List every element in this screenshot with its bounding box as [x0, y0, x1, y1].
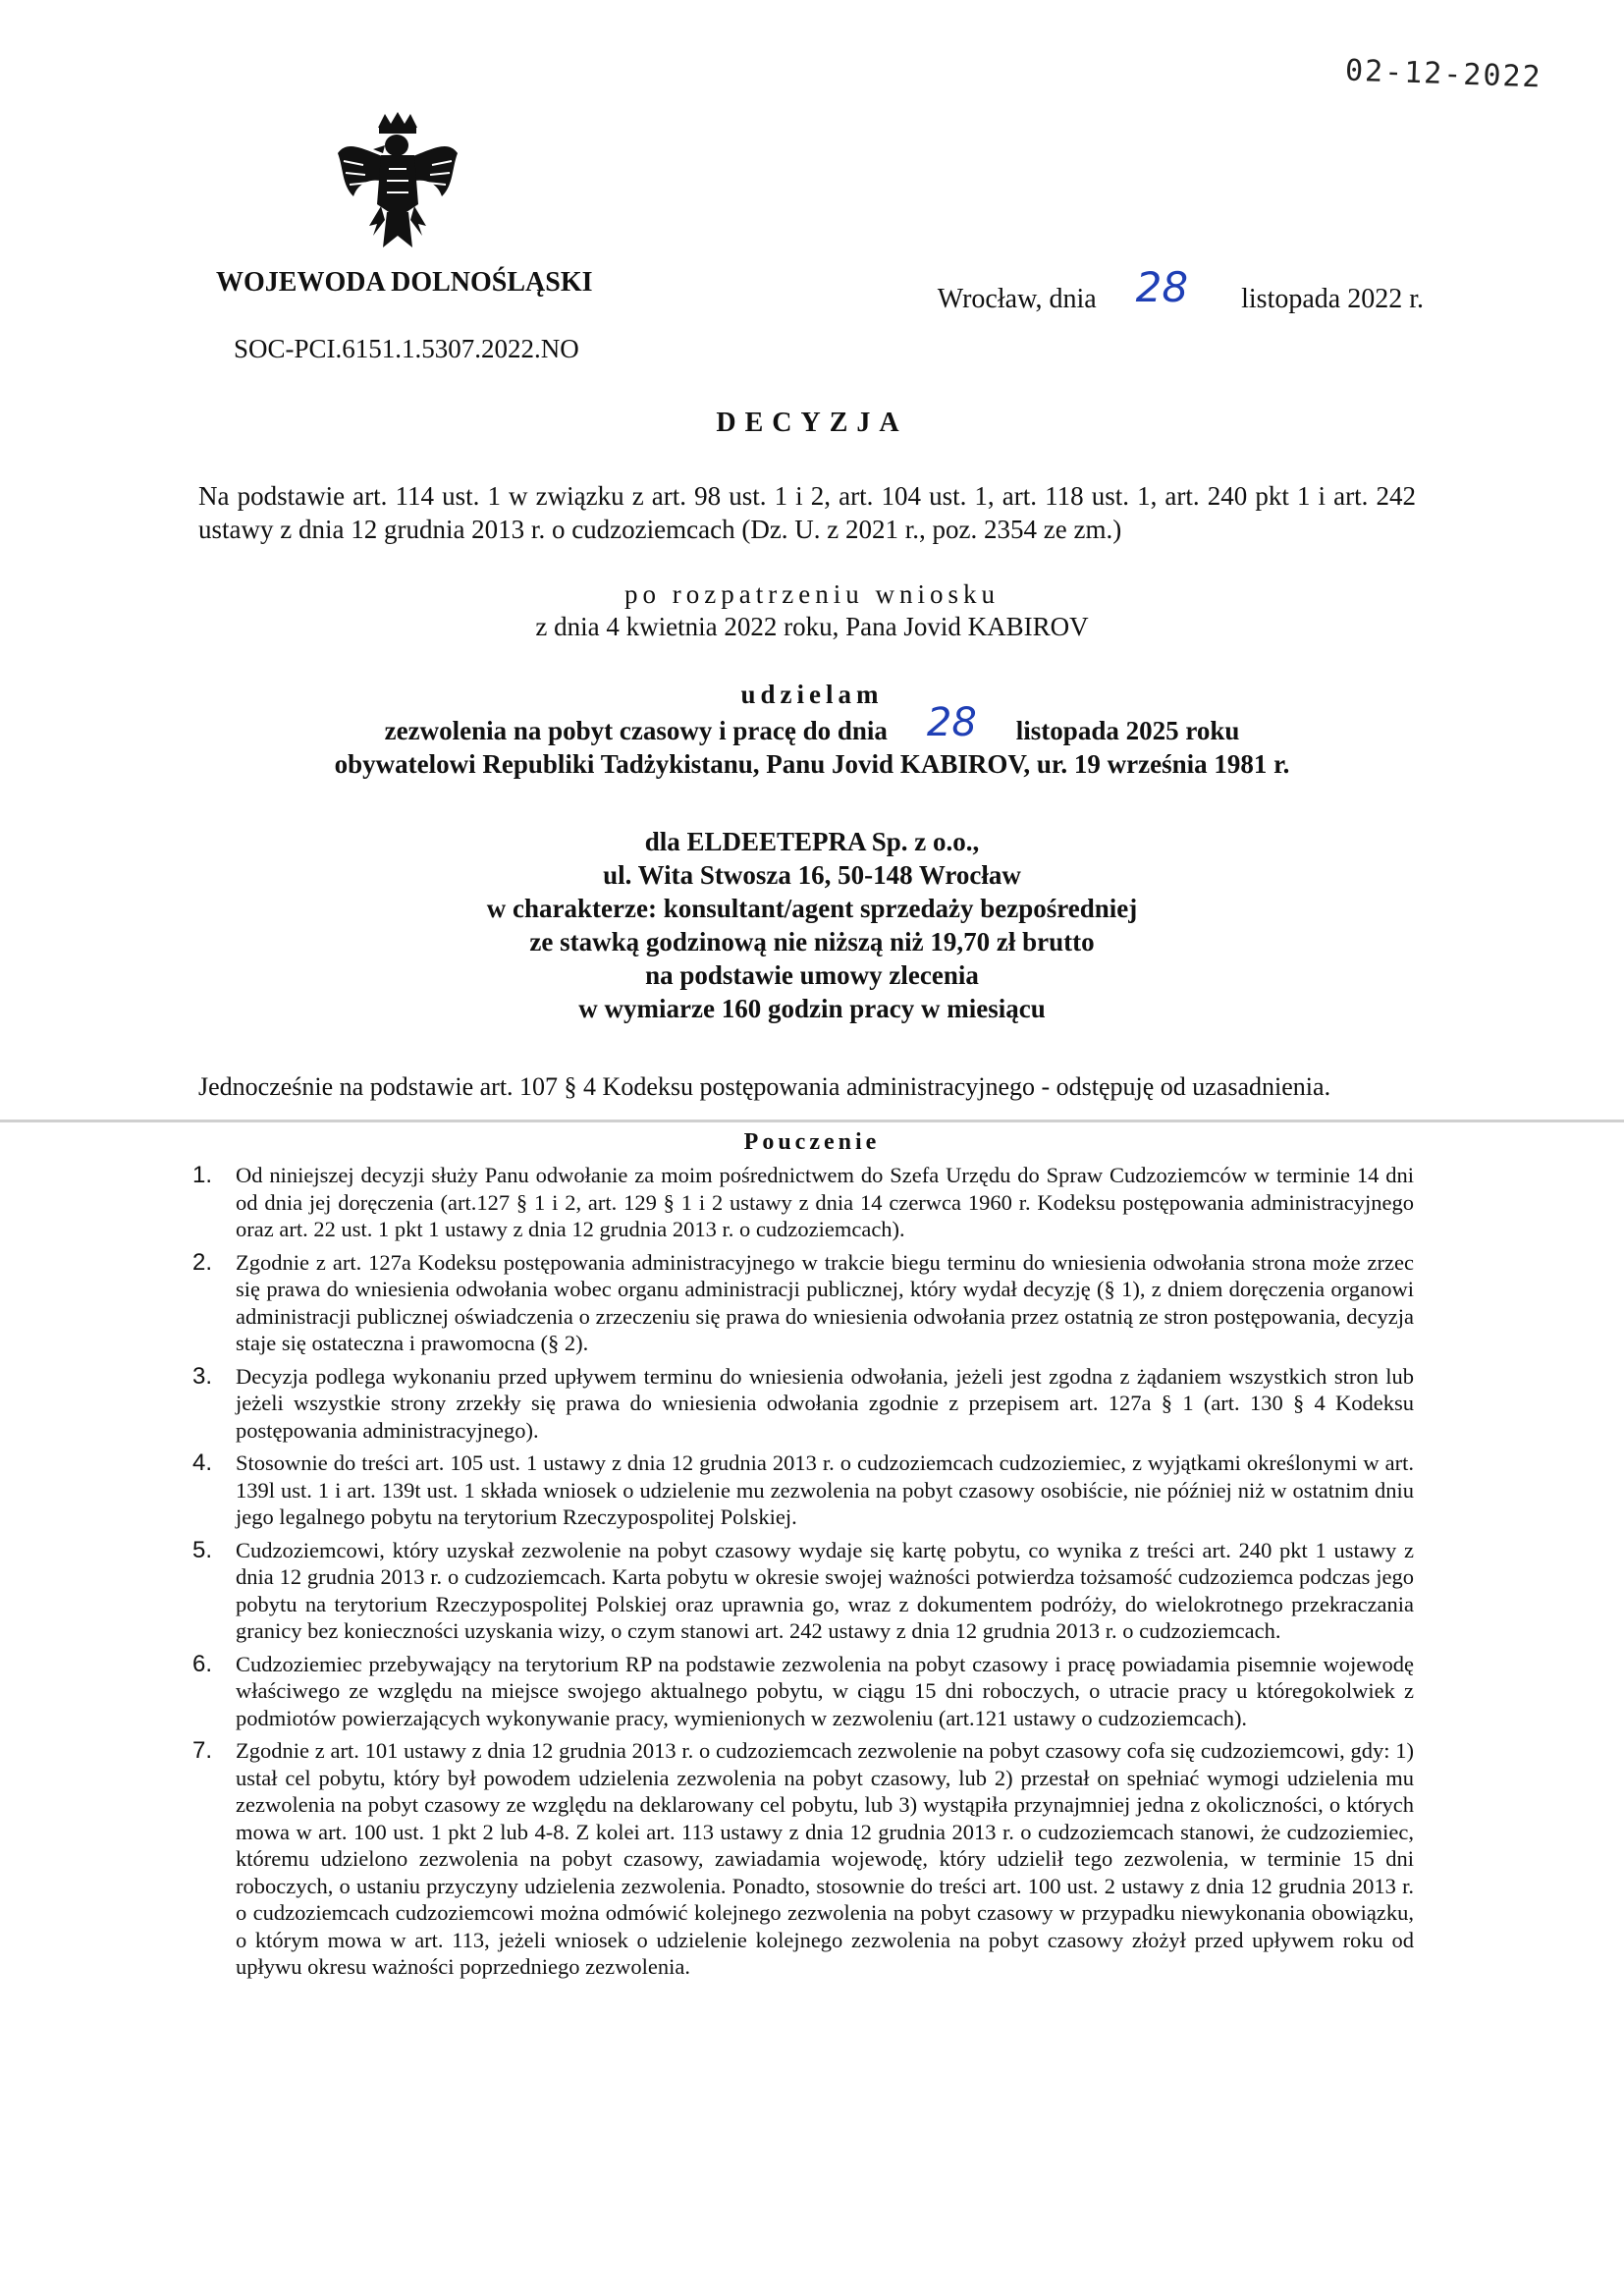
legal-basis: Na podstawie art. 114 ust. 1 w związku z art. 98 ust. 1 i 2, art. 104 ust. 1, art. 118 ust. 1, art. 240 pkt 1 i art. 242 ustawy z dnia 12 grudnia 2013 r. o cudzoziemcach (Dz. U. z 2021 r., poz. 2354 ze zm.) — [198, 481, 1416, 544]
page-fold-divider — [0, 1120, 1624, 1122]
instruction-text: Cudzoziemcowi, który uzyskał zezwolenie na pobyt czasowy wydaje się kartę pobytu, co wynika z treści art. 240 pkt 1 ustawy z dnia 12 grudnia 2013 r. o cudzoziemcach. Karta pobytu w okresie swojej ważności potwierdza tożsamość cudzoziemca podczas jego pobytu na terytorium Rzeczypospolitej Polskiej oraz uprawnia go, wraz z dokumentem podróży, do wielokrotnego przekraczania granicy bez konieczności uzyskania wizy, o czym stanowi art. 242 ustawy z dnia 12 grudnia 2013 r. o cudzoziemcach. — [236, 1537, 1414, 1643]
instruction-text: Zgodnie z art. 101 ustawy z dnia 12 grudnia 2013 r. o cudzoziemcach zezwolenie na pobyt czasowy cofa się cudzoziemcowi, gdy: 1) ustał cel pobytu, który był powodem udzielenia zezwolenia na pobyt czasowy, lub 2) przestał on spełniać wymogi udzielenia mu zezwolenia na pobyt czasowy ze względu na deklarowany cel pobytu, lub 3) wystąpiła przynajmniej jedna z okoliczności, o których mowa w art. 100 ust. 1 pkt 2 lub 4-8. Z kolei art. 113 ustawy z dnia 12 grudnia 2013 r. o cudzoziemcach stanowi, że cudzoziemiec, któremu udzielono zezwolenia na pobyt czasowy, zawiadamia wojewodę, który udzielił tego zezwolenia, w terminie 15 dni roboczych, o ustaniu przyczyny udzielenia zezwolenia. Ponadto, stosownie do treści art. 100 ust. 2 ustawy z dnia 12 grudnia 2013 r. o cudzoziemcach cudzoziemcowi można odmówić kolejnego zezwolenia na pobyt czasowy w przypadku niewykonania obowiązku, o którym mowa w art. 113, jeżeli wniosek o udzielenie kolejnego zezwolenia na pobyt czasowy złożył przed upływem roku od upływu okresu ważności poprzedniego zezwolenia. — [236, 1738, 1414, 1979]
grant-line-1 — [0, 700, 1624, 747]
instruction-item — [192, 1737, 1414, 1981]
instruction-text: Decyzja podlega wykonaniu przed upływem terminu do wniesienia odwołania, jeżeli jest zgodna z żądaniem wszystkich stron lub jeżeli wszystkie strony zrzekły się prawa do wniesienia odwołania zgodnie z przepisem art. 127a § 1 (art. 130 § 4 Kodeksu postępowania administracyjnego). — [236, 1363, 1414, 1443]
employer-block — [0, 825, 1624, 1025]
header-row — [216, 263, 1424, 312]
instruction-number: 3. — [192, 1362, 213, 1390]
received-date-stamp: 02-12-2022 — [1344, 53, 1543, 95]
review-block — [0, 579, 1624, 643]
instruction-number: 1. — [192, 1162, 213, 1188]
case-number: SOC-PCI.6151.1.5307.2022.NO — [234, 334, 579, 363]
employer-line-4: ze stawką godzinową nie niższą niż 19,70 zł brutto — [529, 927, 1095, 957]
instruction-number: 2. — [192, 1248, 213, 1276]
grant-line-2: obywatelowi Republiki Tadżykistanu, Panu Jovid KABIROV, ur. 19 września 1981 r. — [334, 749, 1290, 779]
issuing-authority: WOJEWODA DOLNOŚLĄSKI — [216, 267, 593, 298]
instruction-number: 6. — [192, 1650, 213, 1677]
handwritten-day: 28 — [1135, 263, 1189, 311]
instruction-text: Zgodnie z art. 127a Kodeksu postępowania administracyjnego w trakcie biegu terminu do wniesienia odwołania strona może zrzec się prawa do wniesienia odwołania wobec organu administracji publicznej, który wydał decyzję (§ 1), z dniem doręczenia organowi administracji publicznej oświadczenia o zrzeczeniu się prawa do wniesienia odwołania przez ostatnią ze stron postępowania, decyzja staje się ostateczna i prawomocna (§ 2). — [236, 1249, 1414, 1355]
simultaneous-note: Jednocześnie na podstawie art. 107 § 4 Kodeksu postępowania administracyjnego - odstępuję od uzasadnienia. — [198, 1072, 1331, 1101]
instruction-item — [192, 1449, 1414, 1531]
grant-block — [0, 680, 1624, 781]
instruction-text: Stosownie do treści art. 105 ust. 1 ustawy z dnia 12 grudnia 2013 r. o cudzoziemcach cudzoziemiec, z wyjątkami określonymi w art. 139l ust. 1 i art. 139t ust. 1 składa wniosek o udzielenie mu zezwolenia na pobyt czasowy osobiście, nie później niż w ostatnim dniu jego legalnego pobytu na terytorium Rzeczypospolitej Polskiej. — [236, 1450, 1414, 1529]
employer-line-3: w charakterze: konsultant/agent sprzedaży bezpośredniej — [486, 894, 1138, 923]
review-line: z dnia 4 kwietnia 2022 roku, Pana Jovid KABIROV — [535, 612, 1089, 641]
instruction-item — [192, 1362, 1414, 1445]
employer-line-6: w wymiarze 160 godzin pracy w miesiącu — [578, 994, 1046, 1023]
decision-title: DECYZJA — [716, 408, 908, 438]
instruction-number: 7. — [192, 1737, 213, 1764]
place-date-suffix: listopada 2022 r. — [1241, 284, 1424, 314]
place-date-prefix: Wrocław, dnia — [937, 284, 1097, 314]
instruction-item — [192, 1162, 1414, 1243]
employer-line-1: dla ELDEETEPRA Sp. z o.o., — [644, 827, 980, 856]
instruction-number: 5. — [192, 1536, 213, 1563]
grant-line-1-suffix: listopada 2025 roku — [1015, 716, 1240, 745]
instruction-text: Cudzoziemiec przebywający na terytorium RP na podstawie zezwolenia na pobyt czasowy i pracę powiadamia pisemnie wojewodę właściwego ze względu na miejsce swojego aktualnego pobytu, w ciągu 15 dni roboczych, o utracie pracy u któregokolwiek z podmiotów powierzających wykonywanie pracy, wymienionych w zezwoleniu (art.121 ustawy o cudzoziemcach). — [236, 1651, 1414, 1730]
instruction-text: Od niniejszej decyzji służy Panu odwołanie za moim pośrednictwem do Szefa Urzędu do Spraw Cudzoziemców w terminie 14 dni od dnia jej doręczenia (art.127 § 1 i 2, art. 129 § 1 i 2 ustawy z dnia 14 czerwca 1960 r. Kodeksu postępowania administracyjnego oraz art. 22 ust. 1 pkt 1 ustawy z dnia 12 grudnia 2013 r. o cudzoziemcach). — [236, 1163, 1414, 1241]
instruction-title: Pouczenie — [743, 1129, 881, 1155]
polish-eagle-emblem-icon — [334, 110, 461, 252]
instruction-item — [192, 1650, 1414, 1732]
instruction-item — [192, 1248, 1414, 1357]
instruction-number: 4. — [192, 1449, 213, 1476]
handwritten-grant-day: 28 — [926, 700, 977, 745]
instruction-list — [192, 1162, 1414, 1987]
employer-line-2: ul. Wita Stwosza 16, 50-148 Wrocław — [603, 860, 1021, 890]
place-and-date — [937, 263, 1424, 317]
review-heading: po rozpatrzeniu wniosku — [624, 579, 1000, 609]
employer-line-5: na podstawie umowy zlecenia — [645, 960, 979, 990]
grant-line-1-prefix: zezwolenia na pobyt czasowy i pracę do dnia — [384, 716, 888, 745]
grant-heading: udzielam — [740, 680, 884, 709]
instruction-item — [192, 1536, 1414, 1645]
